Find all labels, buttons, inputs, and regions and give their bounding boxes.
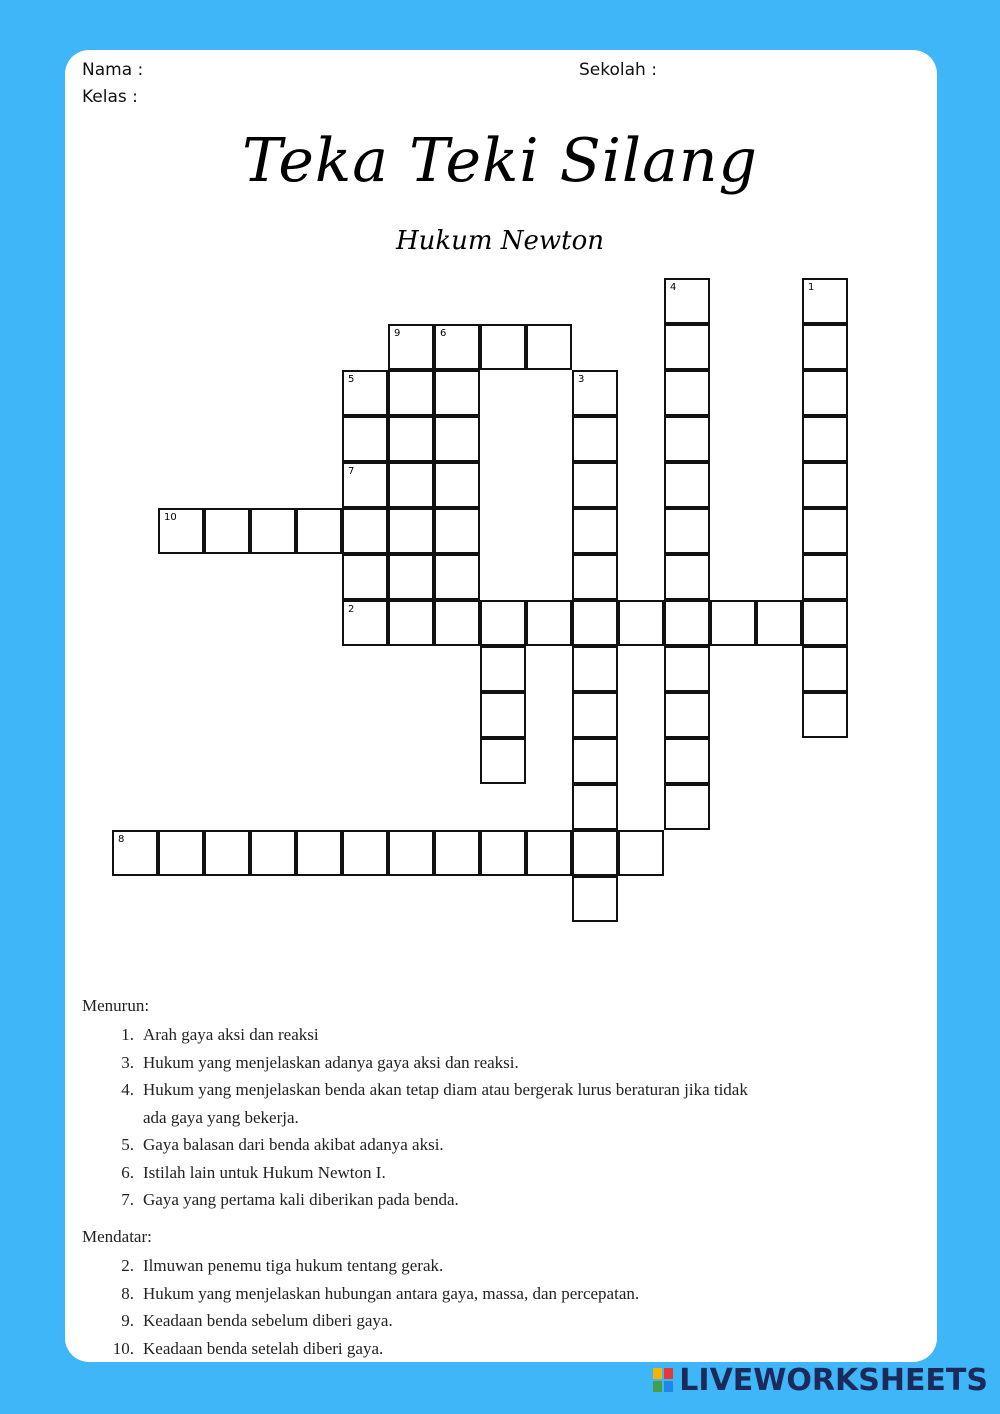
school-label: Sekolah : [579, 60, 657, 80]
crossword-cell-input[interactable] [574, 832, 616, 874]
crossword-cell[interactable] [664, 416, 710, 462]
crossword-cell-input[interactable] [666, 280, 708, 322]
clue-item-number: 10. [112, 1338, 134, 1358]
clue-item-text: Gaya balasan dari benda akibat adanya aksi. [143, 1135, 444, 1154]
clue-item-number: 8. [121, 1283, 134, 1303]
clue-number: 7 [348, 466, 355, 477]
crossword-cell-input[interactable] [666, 648, 708, 690]
crossword-cell[interactable] [618, 830, 664, 876]
clue-item [100, 1252, 880, 1279]
crossword-cell[interactable] [526, 600, 572, 646]
crossword-cell-input[interactable] [804, 556, 846, 598]
crossword-cell[interactable] [664, 692, 710, 738]
crossword-cell[interactable] [802, 416, 848, 462]
crossword-cell-input[interactable] [344, 464, 386, 506]
crossword-cell-input[interactable] [712, 602, 754, 644]
crossword-cell-input[interactable] [390, 832, 432, 874]
crossword-cell[interactable] [480, 646, 526, 692]
clue-item-number: 1. [121, 1025, 134, 1044]
crossword-cell-input[interactable] [436, 372, 478, 414]
page-subtitle: Hukum Newton [395, 226, 605, 256]
clue-item-number: 6. [121, 1162, 134, 1182]
crossword-cell-input[interactable] [298, 832, 340, 874]
crossword-cell[interactable] [434, 830, 480, 876]
crossword-cell[interactable] [756, 600, 802, 646]
page-title: Teka Teki Silang [242, 126, 758, 196]
crossword-cell[interactable] [526, 324, 572, 370]
clue-item-text: Keadaan benda setelah diberi gaya. [143, 1338, 384, 1358]
crossword-cell[interactable] [388, 554, 434, 600]
crossword-cell-input[interactable] [666, 326, 708, 368]
crossword-cell[interactable] [342, 830, 388, 876]
clue-item-text: Hukum yang menjelaskan adanya gaya aksi dan reaksi. [143, 1052, 519, 1072]
crossword-cell[interactable] [342, 462, 388, 508]
crossword-cell[interactable] [572, 600, 618, 646]
crossword-cell-input[interactable] [252, 510, 294, 552]
crossword-cell[interactable] [572, 508, 618, 554]
crossword-cell[interactable] [296, 830, 342, 876]
clue-item [100, 1021, 880, 1048]
crossword-cell[interactable] [572, 830, 618, 876]
clue-number: 3 [578, 374, 585, 385]
crossword-cell[interactable] [342, 370, 388, 416]
clue-number: 8 [118, 834, 125, 845]
crossword-cell-input[interactable] [804, 694, 846, 736]
crossword-cell-input[interactable] [390, 372, 432, 414]
crossword-cell[interactable] [572, 738, 618, 784]
crossword-cell-input[interactable] [804, 602, 846, 644]
crossword-cell[interactable] [434, 462, 480, 508]
crossword-cell-input[interactable] [390, 602, 432, 644]
clue-item-number: 5. [121, 1135, 134, 1154]
crossword-cell[interactable] [388, 416, 434, 462]
crossword-cell-input[interactable] [206, 832, 248, 874]
brand-text: LIVEWORKSHEETS [679, 1363, 988, 1398]
crossword-cell-input[interactable] [574, 786, 616, 828]
crossword-cell[interactable] [388, 508, 434, 554]
crossword-cell[interactable] [342, 554, 388, 600]
crossword-cell-input[interactable] [574, 556, 616, 598]
down-clues-heading: Menurun: [82, 996, 150, 1015]
crossword-cell[interactable] [572, 646, 618, 692]
crossword-cell[interactable] [342, 416, 388, 462]
liveworksheets-logo [653, 1363, 988, 1398]
crossword-cell-input[interactable] [804, 464, 846, 506]
crossword-cell[interactable] [388, 370, 434, 416]
clue-item-text: Gaya yang pertama kali diberikan pada benda. [143, 1190, 459, 1209]
crossword-cell[interactable] [388, 462, 434, 508]
crossword-cell-input[interactable] [666, 740, 708, 782]
crossword-cell-input[interactable] [804, 280, 846, 322]
crossword-cell[interactable] [572, 692, 618, 738]
crossword-cell-input[interactable] [436, 602, 478, 644]
crossword-cell-input[interactable] [436, 326, 478, 368]
crossword-cell[interactable] [158, 830, 204, 876]
clue-item-number: 7. [121, 1190, 134, 1209]
clue-item [100, 1335, 880, 1362]
liveworksheets-icon [653, 1368, 675, 1394]
crossword-cell[interactable] [480, 692, 526, 738]
crossword-cell[interactable] [204, 830, 250, 876]
crossword-cell[interactable] [572, 416, 618, 462]
crossword-cell[interactable] [664, 278, 710, 324]
crossword-cell-input[interactable] [574, 464, 616, 506]
clue-item [100, 1280, 880, 1307]
crossword-cell[interactable] [802, 508, 848, 554]
crossword-cell[interactable] [480, 738, 526, 784]
crossword-cell[interactable] [250, 830, 296, 876]
clue-item-text: Istilah lain untuk Hukum Newton I. [143, 1162, 386, 1182]
crossword-cell[interactable] [296, 508, 342, 554]
crossword-cell-input[interactable] [804, 510, 846, 552]
crossword-cell-input[interactable] [666, 786, 708, 828]
crossword-cell-input[interactable] [666, 556, 708, 598]
name-label: Nama : [82, 60, 144, 80]
crossword-cell[interactable] [480, 830, 526, 876]
clue-number: 5 [348, 374, 355, 385]
crossword-cell-input[interactable] [344, 372, 386, 414]
crossword-cell[interactable] [572, 784, 618, 830]
crossword-cell-input[interactable] [620, 602, 662, 644]
clue-item-number: 2. [121, 1256, 134, 1275]
clue-number: 1 [808, 282, 815, 293]
crossword-cell-input[interactable] [436, 832, 478, 874]
clue-number: 9 [394, 328, 401, 339]
clue-number: 4 [670, 282, 677, 293]
crossword-cell-input[interactable] [574, 418, 616, 460]
crossword-cell-input[interactable] [482, 602, 524, 644]
crossword-cell[interactable] [572, 554, 618, 600]
crossword-cell[interactable] [250, 508, 296, 554]
clue-item [100, 1049, 880, 1076]
crossword-cell-input[interactable] [344, 556, 386, 598]
crossword-cell-input[interactable] [390, 464, 432, 506]
crossword-cell-input[interactable] [436, 464, 478, 506]
crossword-cell-input[interactable] [666, 464, 708, 506]
crossword-cell-input[interactable] [574, 878, 616, 920]
crossword-cell[interactable] [158, 508, 204, 554]
clue-item [100, 1307, 880, 1334]
crossword-cell[interactable] [802, 462, 848, 508]
crossword-cell-input[interactable] [666, 418, 708, 460]
crossword-cell-input[interactable] [252, 832, 294, 874]
crossword-cell[interactable] [802, 554, 848, 600]
crossword-cell-input[interactable] [528, 832, 570, 874]
crossword-cell-input[interactable] [620, 832, 662, 874]
clue-number: 2 [348, 604, 355, 615]
crossword-cell[interactable] [204, 508, 250, 554]
crossword-cell-input[interactable] [666, 510, 708, 552]
crossword-cell[interactable] [572, 876, 618, 922]
crossword-cell[interactable] [434, 600, 480, 646]
crossword-cell-input[interactable] [344, 602, 386, 644]
crossword-cell[interactable] [802, 324, 848, 370]
crossword-cell-input[interactable] [804, 326, 846, 368]
clue-number: 6 [440, 328, 447, 339]
crossword-cell-input[interactable] [436, 418, 478, 460]
clue-item-text: Keadaan benda sebelum diberi gaya. [143, 1311, 393, 1330]
crossword-cell[interactable] [572, 462, 618, 508]
crossword-cell-input[interactable] [758, 602, 800, 644]
crossword-cell[interactable] [480, 324, 526, 370]
crossword-cell-input[interactable] [390, 326, 432, 368]
crossword-cell-input[interactable] [482, 648, 524, 690]
crossword-cell-input[interactable] [574, 510, 616, 552]
crossword-cell[interactable] [664, 784, 710, 830]
crossword-cell-input[interactable] [344, 832, 386, 874]
clue-item-text: Hukum yang menjelaskan hubungan antara gaya, massa, dan percepatan. [143, 1283, 640, 1303]
crossword-cell[interactable] [434, 416, 480, 462]
crossword-cell[interactable] [664, 600, 710, 646]
crossword-cell-input[interactable] [804, 372, 846, 414]
crossword-cell[interactable] [664, 462, 710, 508]
crossword-cell-input[interactable] [436, 510, 478, 552]
crossword-cell-input[interactable] [436, 556, 478, 598]
crossword-cell-input[interactable] [482, 740, 524, 782]
crossword-cell-input[interactable] [574, 694, 616, 736]
crossword-cell[interactable] [388, 324, 434, 370]
crossword-cell[interactable] [710, 600, 756, 646]
clue-item-number: 3. [121, 1052, 134, 1072]
crossword-cell-input[interactable] [390, 556, 432, 598]
clue-item-text: Arah gaya aksi dan reaksi [143, 1025, 319, 1044]
crossword-cell[interactable] [802, 692, 848, 738]
crossword-cell[interactable] [618, 600, 664, 646]
clue-item-text: Hukum yang menjelaskan benda akan tetap diam atau bergerak lurus beraturan jika tidak [143, 1080, 748, 1099]
crossword-cell-input[interactable] [160, 510, 202, 552]
crossword-cell-input[interactable] [298, 510, 340, 552]
crossword-cell[interactable] [664, 554, 710, 600]
crossword-cell[interactable] [802, 370, 848, 416]
crossword-cell-input[interactable] [666, 372, 708, 414]
crossword-cell-input[interactable] [390, 510, 432, 552]
clue-item [100, 1131, 880, 1158]
crossword-cell-input[interactable] [666, 694, 708, 736]
clue-number: 10 [164, 512, 177, 523]
crossword-cell-input[interactable] [574, 602, 616, 644]
crossword-cell-input[interactable] [804, 648, 846, 690]
crossword-cell-input[interactable] [482, 326, 524, 368]
clue-item [100, 1104, 880, 1131]
crossword-cell[interactable] [572, 370, 618, 416]
crossword-cell[interactable] [526, 830, 572, 876]
crossword-cell-input[interactable] [574, 740, 616, 782]
crossword-cell-input[interactable] [482, 694, 524, 736]
crossword-cell-input[interactable] [160, 832, 202, 874]
crossword-cell-input[interactable] [344, 510, 386, 552]
crossword-cell[interactable] [434, 324, 480, 370]
crossword-cell-input[interactable] [804, 418, 846, 460]
crossword-cell[interactable] [388, 600, 434, 646]
clue-item [100, 1186, 880, 1213]
crossword-cell-input[interactable] [574, 372, 616, 414]
crossword-cell-input[interactable] [666, 602, 708, 644]
crossword-cell[interactable] [388, 830, 434, 876]
crossword-cell[interactable] [802, 600, 848, 646]
crossword-cell[interactable] [434, 370, 480, 416]
clue-item [100, 1076, 880, 1103]
crossword-cell[interactable] [342, 508, 388, 554]
clue-item-number: 9. [121, 1311, 134, 1330]
crossword-cell[interactable] [664, 370, 710, 416]
clue-item-number: 4. [121, 1080, 134, 1099]
crossword-cell[interactable] [342, 600, 388, 646]
crossword-cell[interactable] [434, 508, 480, 554]
crossword-cell[interactable] [664, 508, 710, 554]
class-label: Kelas : [82, 87, 138, 107]
crossword-cell-input[interactable] [482, 832, 524, 874]
crossword-cell-input[interactable] [528, 326, 570, 368]
crossword-cell-input[interactable] [206, 510, 248, 552]
crossword-cell[interactable] [434, 554, 480, 600]
crossword-cell-input[interactable] [114, 832, 156, 874]
crossword-cell[interactable] [802, 646, 848, 692]
clue-item-text: ada gaya yang bekerja. [143, 1107, 299, 1127]
crossword-cell[interactable] [802, 278, 848, 324]
across-clues-heading: Mendatar: [82, 1227, 152, 1246]
crossword-cell-input[interactable] [574, 648, 616, 690]
clue-item-text: Ilmuwan penemu tiga hukum tentang gerak. [143, 1256, 444, 1275]
crossword-cell-input[interactable] [390, 418, 432, 460]
crossword-cell[interactable] [664, 324, 710, 370]
crossword-cell[interactable] [112, 830, 158, 876]
crossword-cell[interactable] [664, 738, 710, 784]
crossword-cell[interactable] [480, 600, 526, 646]
crossword-cell-input[interactable] [528, 602, 570, 644]
crossword-cell[interactable] [664, 646, 710, 692]
crossword-cell-input[interactable] [344, 418, 386, 460]
clue-item [100, 1159, 880, 1186]
